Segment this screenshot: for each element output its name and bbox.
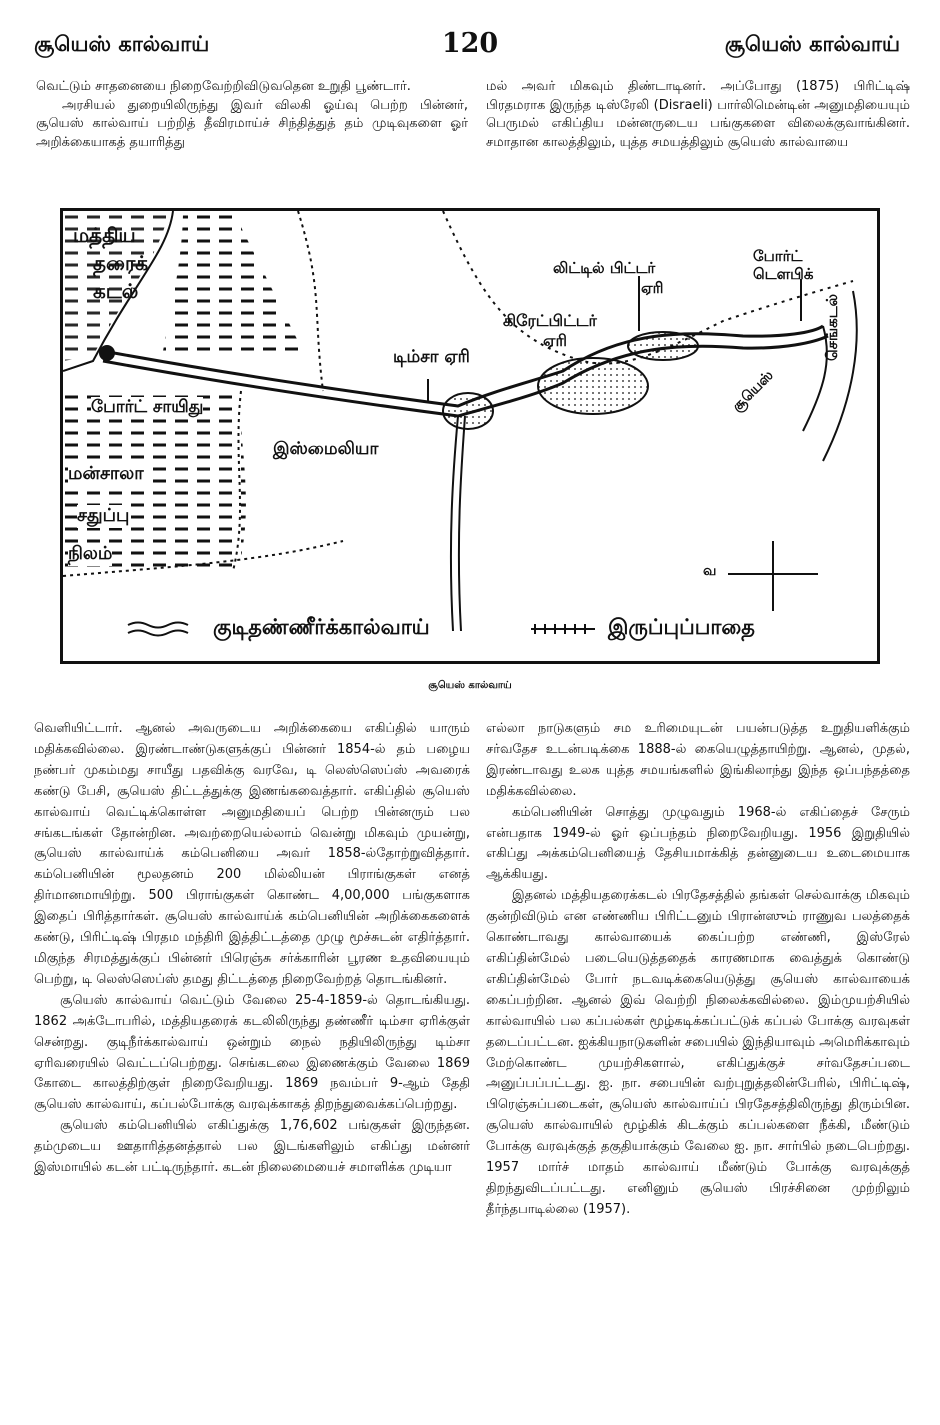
- paragraph: மல் அவர் மிகவும் திண்டாடினர். அப்போது (1875) பிரிட்டிஷ் பிரதமராக இருந்த டிஸ்ரேலி (Disraeli) பார்லிமென்டின் அனுமதியையும் பெருமல் எகிப்திய மன்னருடைய பங்குகளை விலைக்குவாங்கினர். சமாதான காலத்திலும், யுத்த சமயத்திலும் சூயெஸ் கால்வாயை: [486, 79, 910, 150]
- paragraph: அரசியல் துறையிலிருந்து இவர் விலகி ஓய்வு பெற்ற பின்னர், சூயெஸ் கால்வாய் பற்றித் தீவிரமாய்ச் சிந்தித்துத் தம் முடிவுகளை ஓர் அறிக்கையாகத் தயாரித்து: [36, 97, 468, 150]
- label-little-bitter-2: ஏரி: [641, 279, 664, 297]
- legend-canal-symbol: [128, 623, 188, 636]
- label-red-sea: செங்கடல்: [823, 293, 841, 361]
- label-little-bitter-1: லிட்டில் பிட்டர்: [553, 259, 656, 277]
- legend-canal-label: குடிதண்ணீர்க்கால்வாய்: [213, 615, 430, 639]
- great-bitter-lake: [538, 358, 648, 414]
- label-port-tewfik-2: டௌபிக்: [753, 265, 814, 283]
- label-manzala-1: மன்சாலா: [68, 463, 144, 484]
- label-timsah: டிம்சா ஏரி: [393, 347, 470, 367]
- suez-canal-map: [60, 208, 880, 664]
- label-manzala-2: சதுப்பு: [77, 505, 130, 526]
- label-ismailia: இஸ்மைலியா: [273, 439, 379, 459]
- paragraph: இதனல் மத்தியதரைக்கடல் பிரதேசத்தில் தங்கள் செல்வாக்கு மிகவும் குன்றிவிடும் என எண்ணிய பிரிட்டனும் பிரான்ஸும் ராணுவ பலத்தைக் கொண்டாவது கால்வாயைக் கைப்பற்ற எண்ணி, இஸ்ரேல் எகிப்தின்மேல் படையெடுத்ததைக் காரணமாக வைத்துக் கொண்டு எகிப்தின்மேல் போர் நடவடிக்கையெடுத்து சூயெஸ் கால்வாயைக் கைப்பற்றின. ஆனல் இவ் வெற்றி நிலைக்கவில்லை. இம்முயற்சியில் கால்வாயில் பல கப்பல்கள் மூழ்கடிக்கப்பட்டுக் கப்பல் போக்கு வரவுகள் தடைப்பட்டன. ஐக்கியநாடுகளின் சபையில் இந்தியாவும் அமெரிக்காவும் மேற்கொண்ட முயற்சிகளால், எகிப்துக்குச் சர்வதேசப்படை அனுப்பப்பட்டது. ஐ. நா. சபையின் வற்புறுத்தலின்பேரில், பிரிட்டிஷ், பிரெஞ்சுப்படைகள், சூயெஸ் கால்வாய்ப் பிரதேசத்திலிருந்து திரும்பின. சூயெஸ் கால்வாயில் மூழ்கிக் கிடக்கும் கப்பல்களை நீக்கி, மீண்டும் போக்கு வரவுக்குத் தகுதியாக்கும் வேலை ஐ. நா. சார்பில் நடைபெற்றது. 1957 மார்ச் மாதம் கால்வாய் மீண்டும் போக்கு வரவுக்குத் திறந்துவிடப்பட்டது. எனினும் சூயெஸ் பிரச்சினை முற்றிலும் தீர்ந்தபாடில்லை (1957).: [486, 888, 910, 1217]
- top-right-column: [486, 78, 910, 152]
- paragraph: சூயெஸ் கம்பெனியில் எகிப்துக்கு 1,76,602 பங்குகள் இருந்தன. தம்முடைய ஊதாரித்தனத்தால் பல இடங்களிலும் எகிப்து மன்னர் இஸ்மாயில் கடன் பட்டிருந்தார். கடன் நிலைமையைச் சமாளிக்க முடியா: [34, 1118, 470, 1176]
- little-bitter-lake: [628, 332, 698, 360]
- label-port-tewfik-1: போர்ட்: [753, 247, 803, 265]
- label-sea-2: தரைக்: [93, 251, 149, 275]
- label-sea-3: கடல்: [93, 279, 139, 303]
- label-sea-1: மத்திய: [73, 223, 136, 247]
- bottom-right-column: [486, 719, 910, 1221]
- running-title-left: சூயெஸ் கால்வாய்: [34, 32, 210, 56]
- lake-timsah: [443, 393, 493, 429]
- page-number: 120: [441, 28, 499, 59]
- bottom-left-column: [34, 719, 470, 1179]
- paragraph: சூயெஸ் கால்வாய் வெட்டும் வேலை 25-4-1859-ல் தொடங்கியது. 1862 அக்டோபரில், மத்தியதரைக் கடலிலிருந்து தண்ணீர் டிம்சா ஏரிக்குள் சென்றது. குடிநீர்க்கால்வாய் ஒன்றும் நைல் நதியிலிருந்து டிம்சா ஏரிவரையில் வெட்டப்பெற்றது. செங்கடலை இணைக்கும் வேலை 1869 கோடை காலத்திற்குள் நிறைவேறியது. 1869 நவம்பர் 9-ஆம் தேதி சூயெஸ் கால்வாய், கப்பல்போக்கு வரவுக்காகத் திறந்துவைக்கப்பெற்றது.: [34, 992, 470, 1113]
- running-title-right: சூயெஸ் கால்வாய்: [724, 32, 900, 56]
- page-header: [0, 28, 940, 68]
- label-port-said: போர்ட் சாயிது: [91, 397, 204, 417]
- paragraph: வெளியிட்டார். ஆனல் அவருடைய அறிக்கையை எகிப்தில் யாரும் மதிக்கவில்லை. இரண்டாண்டுகளுக்குப் பின்னர் 1854-ல் தம் பழைய நண்பர் முகம்மது சாயீது பதவிக்கு வரவே, டி லெஸ்ஸெப்ஸ் அவரைக் கண்டு பேசி, சூயெஸ் திட்டத்துக்கு இணங்கவைத்தார். எகிப்தில் சூயெஸ் கால்வாய் வெட்டிக்கொள்ள அனுமதியைப் பெற்ற பின்னரும் பல சங்கடங்கள் தோன்றின. அவற்றையெல்லாம் வென்று மிகவும் முயன்று, சூயெஸ் கால்வாய்க் கம்பெனியை அவர் 1858-ல்தோற்றுவித்தார். கம்பெனியின் மூலதனம் 200 மில்லியன் பிராங்குகள் எனத் திர்மானமாயிற்று. 500 பிராங்குகள் கொண்ட 4,00,000 பங்குகளாக இதைப் பிரித்தார்கள். சூயெஸ் கால்வாய்க் கம்பெனியின் அறிக்கைகளைக் கண்டு, பிரிட்டிஷ் பிரதம மந்திரி இத்திட்டத்தை முழு மூச்சுடன் எதிர்த்தார். மிகுந்த சிரமத்துக்குப் பின்னர் பிரெஞ்சு சர்க்காரின் பூரண உதவியையும் பெற்று, டி லெஸ்ஸெப்ஸ் தமது திட்டத்தை நிறைவேற்றத் தொடங்கினர்.: [34, 721, 470, 987]
- paragraph: எல்லா நாடுகளும் சம உரிமையுடன் பயன்படுத்த உறுதியளிக்கும் சர்வதேச உடன்படிக்கை 1888-ல் கையெழுத்தாயிற்று. ஆனல், முதல், இரண்டாவது உலக யுத்த சமயங்களில் இங்கிலாந்து இந்த ஒப்பந்தத்தை மதிக்கவில்லை.: [486, 721, 910, 799]
- label-suez: சூயெஸ்: [729, 367, 777, 416]
- freshwater-canal: [451, 416, 458, 631]
- paragraph: கம்பெனியின் சொத்து முழுவதும் 1968-ல் எகிப்தைச் சேரும் என்பதாக 1949-ல் ஓர் ஒப்பந்தம் நிறைவேறியது. 1956 இறுதியில் எகிப்து அக்கம்பெனியைத் தேசியமாக்கித் தன்னுடைய உடைமையாக ஆக்கியது.: [486, 804, 910, 883]
- top-left-column: [36, 78, 468, 152]
- manzala-marsh: [163, 211, 303, 355]
- map-caption: சூயெஸ் கால்வாய்: [428, 680, 512, 691]
- legend-rail-label: இருப்புப்பாதை: [608, 615, 755, 639]
- port-said-marker: [99, 345, 115, 361]
- label-great-bitter-2: ஏரி: [543, 331, 567, 350]
- label-manzala-3: நிலம்: [68, 543, 113, 564]
- label-north: வ: [703, 563, 717, 579]
- paragraph: வெட்டும் சாதனையை நிறைவேற்றிவிடுவதென உறுதி பூண்டார்.: [36, 79, 411, 94]
- label-great-bitter-1: கிரேட்பிட்டர்: [503, 311, 597, 330]
